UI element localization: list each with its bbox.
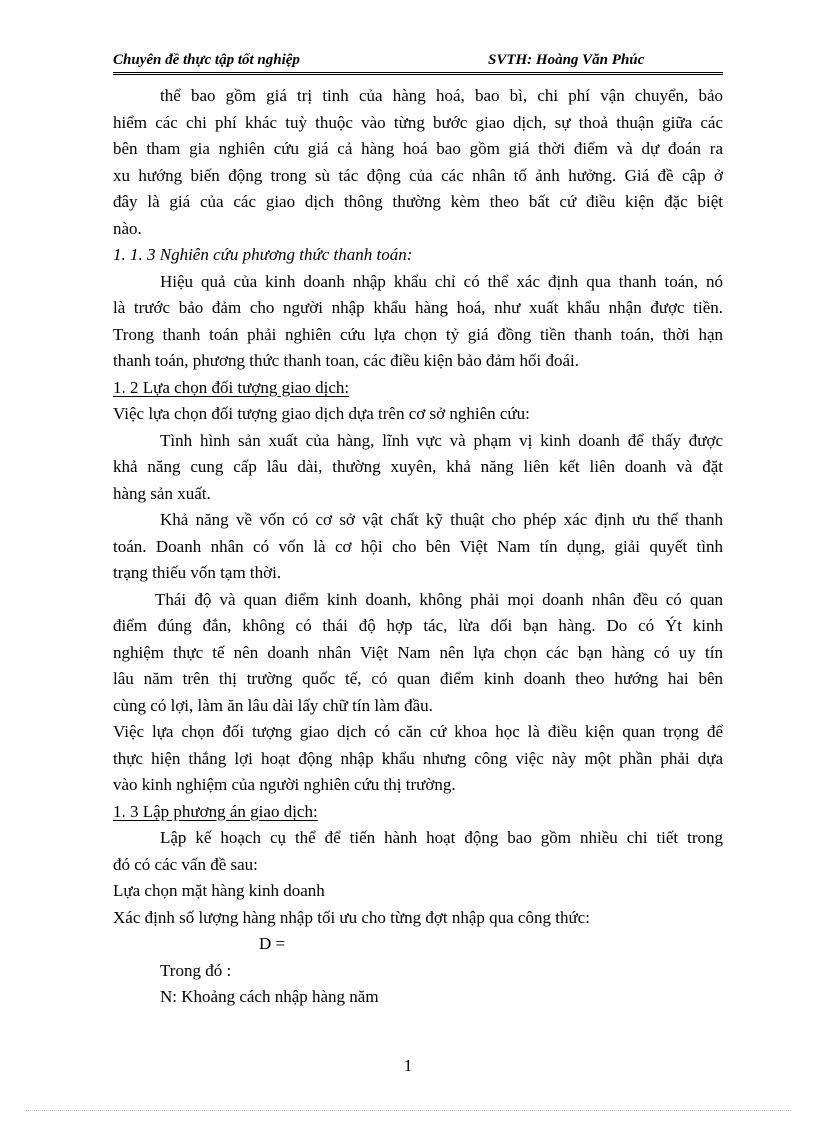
paragraph-line: Tình hình sản xuất của hàng, lĩnh vực và phạm vị kinh doanh để thấy được (160, 430, 723, 450)
paragraph-line: cùng có lợi, làm ăn lâu dài lấy chữ tín làm đầu. (113, 695, 433, 715)
page-header (113, 52, 723, 74)
paragraph-line: Việc lựa chọn đối tượng giao dịch có căn cứ khoa học là điều kiện quan trọng để (113, 722, 723, 741)
paragraph-line: Thái độ và quan điểm kinh doanh, không phải mọi doanh nhân đều có quan (155, 589, 723, 609)
paragraph-line: là trước bảo đảm cho người nhập khẩu hàng hoá, như xuất khẩu nhận được tiền. (113, 298, 723, 317)
paragraph-line: thanh toán, phương thức thanh toan, các điều kiện bảo đảm hối đoái. (113, 351, 579, 370)
section-heading-1-3: 1. 3 Lập phương án giao dịch: (113, 801, 318, 821)
paragraph-line: khả năng cung cấp lâu dài, thường xuyên, khả năng liên kết liên doanh và đặt (113, 457, 723, 476)
paragraph-line: điểm đúng đắn, không có thái độ hợp tác, lừa dối bạn hàng. Do có Ýt kinh (113, 616, 723, 635)
paragraph-line: thể bao gồm giá trị tinh của hàng hoá, bao bì, chi phí vận chuyển, bảo (160, 86, 723, 105)
section-heading-1-2: 1. 2 Lựa chọn đối tượng giao dịch: (113, 377, 350, 397)
paragraph-line: vào kinh nghiệm của người nghiên cứu thị trường. (113, 775, 456, 794)
paragraph-line: toán. Doanh nhân có vốn là cơ hội cho bên Việt Nam tín dụng, giải quyết tình (113, 536, 723, 556)
paragraph-line: thực hiện thắng lợi hoạt động nhập khẩu nhưng công việc này một phần phải dựa (113, 748, 723, 768)
paragraph-line: Lựa chọn mặt hàng kinh doanh (113, 881, 325, 900)
paragraph-line: đó có các vấn đề sau: (113, 854, 258, 874)
document-body (113, 83, 723, 1011)
paragraph-line: Việc lựa chọn đối tượng giao dịch dựa trên cơ sở nghiên cứu: (113, 404, 530, 423)
page-bottom-divider (25, 1110, 791, 1111)
formula-line: D = (259, 934, 286, 953)
paragraph-line: hiểm các chi phí khác tuỳ thuộc vào từng bước giao dịch, sự thoả thuận giữa các (113, 112, 723, 132)
paragraph-line: xu hướng biến động trong sù tác động của các nhân tố ảnh hưởng. Giá đề cập ở (113, 165, 723, 185)
paragraph-line: Lập kế hoạch cụ thể để tiến hành hoạt động bao gồm nhiều chi tiết trong (160, 828, 723, 847)
paragraph-line: Hiệu quả của kinh doanh nhập khẩu chỉ có thể xác định qua thanh toán, nó (160, 271, 723, 291)
paragraph-line: nghiệm thực tế nên doanh nhân Việt Nam nên lựa chọn các bạn hàng có uy tín (113, 642, 723, 662)
paragraph-line: Trong thanh toán phải nghiên cứu lựa chọn tỷ giá đồng tiền thanh toán, thời hạn (113, 324, 723, 344)
paragraph-line: nào. (113, 218, 142, 238)
paragraph-line: hàng sản xuất. (113, 483, 211, 503)
paragraph-line: bên tham gia nghiên cứu giá cả hàng hoá bao gồm giá thời điểm và dự đoán ra (113, 139, 723, 158)
paragraph-line: Xác định số lượng hàng nhập tối ưu cho từng đợt nhập qua công thức: (113, 907, 590, 927)
paragraph-line: N: Khoảng cách nhập hàng năm (160, 987, 379, 1006)
header-divider (113, 72, 723, 75)
paragraph-line: Trong đó : (160, 960, 232, 980)
paragraph-line: đây là giá của các giao dịch thông thường kèm theo bất cứ điều kiện đặc biệt (113, 192, 723, 211)
section-heading-1-1-3: 1. 1. 3 Nghiên cứu phương thức thanh toán: (113, 245, 413, 264)
page-number: 1 (403, 1056, 413, 1075)
paragraph-line: lâu năm trên thị trường quốc tế, có quan điểm kinh doanh theo hướng hai bên (113, 669, 723, 688)
header-document-title: Chuyên đề thực tập tốt nghiệp (113, 52, 300, 68)
header-student-name: SVTH: Hoàng Văn Phúc (488, 52, 645, 68)
paragraph-line: Khả năng về vốn có cơ sở vật chất kỹ thuật cho phép xác định ưu thế thanh (160, 510, 723, 529)
paragraph-line: trạng thiếu vốn tạm thời. (113, 563, 282, 582)
